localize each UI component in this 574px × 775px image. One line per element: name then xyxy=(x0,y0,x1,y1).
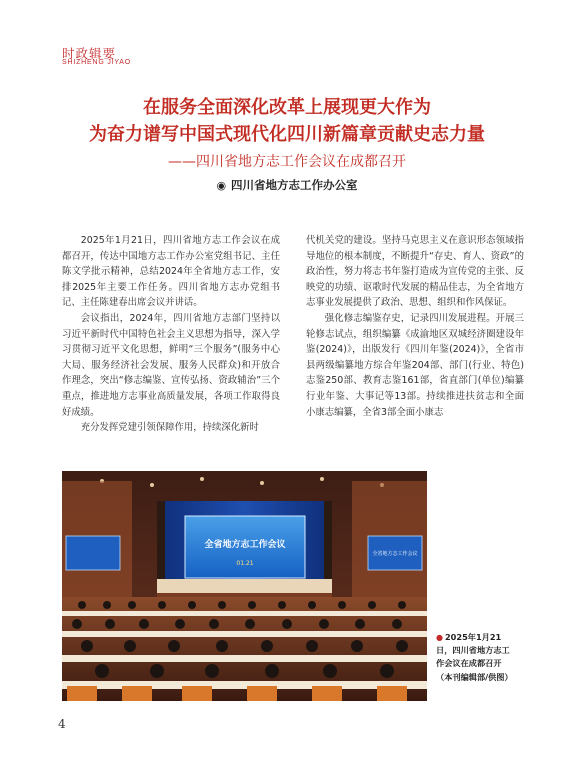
page-number: 4 xyxy=(58,717,66,731)
paragraph: 强化修志编鉴存史，记录四川发展进程。开展三轮修志试点，组织编纂《成渝地区双城经济圈建设年鉴(2024)》，出版发行《四川年鉴(2024)》，全省市县两级编纂地方综合年鉴204部、部门(行业、特色)志鉴250部、教育志鉴161部，省直部门(单位)编纂行业年鉴、大事记等13部。持续推进扶贫志和全面小康志编纂，全省3部全面小康志 xyxy=(306,312,524,418)
article-title-line-1: 在服务全面深化改革上展现更大作为 xyxy=(143,97,431,118)
right-column xyxy=(306,233,524,420)
bullet-icon: ◉ xyxy=(216,179,227,192)
screen-date: 01.21 xyxy=(236,560,254,567)
paragraph: 2025年1月21日，四川省地方志工作会议在成都召开，传达中国地方志工作办公室党组书记、主任陈文学批示精神，总结2024年全省地方志工作，安排2025年主要工作任务。四川省地方志办党组书记、主任陈建春出席会议并讲话。 xyxy=(62,235,280,309)
caption-text: 2025年1月21日，四川省地方志工作会议在成都召开（本刊编辑部/供图） xyxy=(436,632,513,682)
section-pinyin: SHIZHENG JIYAO xyxy=(62,59,132,66)
article-title-line-2: 为奋力谱写中国式现代化四川新篇章贡献史志力量 xyxy=(89,124,485,145)
section-tag: 时政辑要 xyxy=(62,46,117,61)
photo-caption xyxy=(436,631,516,684)
paragraph: 会议指出，2024年，四川省地方志部门坚持以习近平新时代中国特色社会主义思想为指导，深入学习贯彻习近平文化思想，鲜明“三个服务”(服务中心大局、服务经济社会发展、服务人民群众)和开放合作理念，突出“修志编鉴、宣传弘扬、资政辅治”三个重点，推进地方志事业高质量发展，各项工作取得良好成绩。 xyxy=(62,312,280,418)
side-screen-title: 全省地方志工作会议 xyxy=(372,551,418,557)
screen-main-title: 全省地方志工作会议 xyxy=(204,540,286,550)
meeting-hall-illustration xyxy=(62,471,427,701)
left-column xyxy=(62,233,280,436)
article-subtitle: ——四川省地方志工作会议在成都召开 xyxy=(168,154,406,170)
author-line xyxy=(0,177,574,193)
paragraph: 代机关党的建设。坚持马克思主义在意识形态领域指导地位的根本制度，不断提升“存史、育人、资政”的政治性，努力将志书年鉴打造成为宣传党的主张、反映党的功绩、讴歌时代发展的精品佳志，为全省地方志事业发展提供了政治、思想、组织和作风保证。 xyxy=(306,235,524,309)
paragraph: 充分发挥党建引领保障作用，持续深化新时 xyxy=(80,422,259,434)
author-name: 四川省地方志工作办公室 xyxy=(231,178,358,192)
meeting-photo xyxy=(62,471,427,701)
bullet-icon: ● xyxy=(436,633,443,642)
